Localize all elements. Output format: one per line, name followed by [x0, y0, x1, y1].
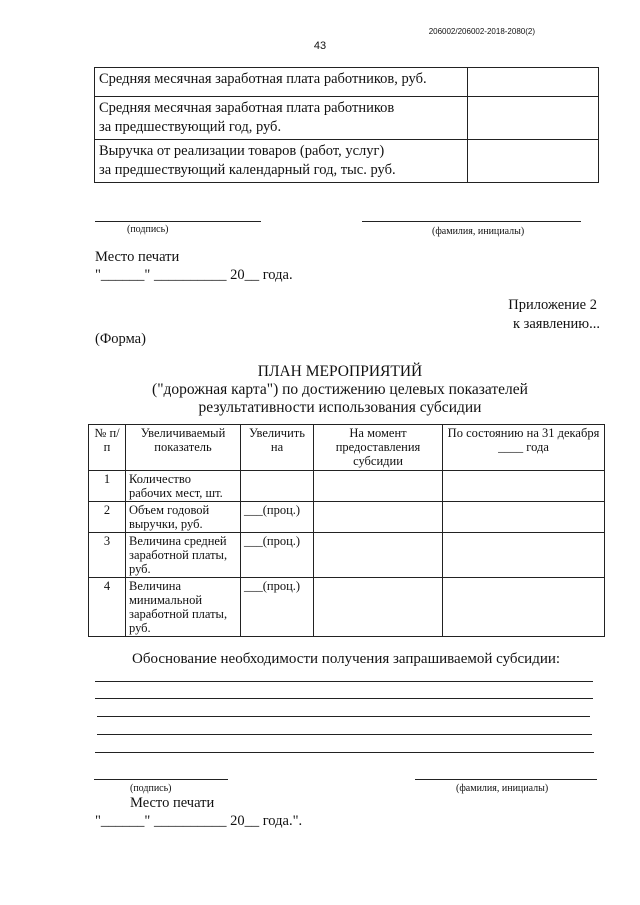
indicator-cell: Величина средней заработной платы, руб. [126, 533, 241, 578]
date-line: "______" __________ 20__ года.". [95, 813, 303, 829]
table-row [95, 68, 599, 97]
writing-line [97, 716, 590, 717]
column-header: По состоянию на 31 декабря ____ года [443, 425, 605, 471]
row-label-line: Средняя месячная заработная плата работников [99, 100, 395, 116]
plan-subtitle: ("дорожная карта") по достижению целевых показателей [152, 381, 528, 398]
row-label-line: за предшествующий календарный год, тыс. руб. [99, 162, 396, 178]
initial-value-cell [314, 578, 443, 637]
writing-line [95, 681, 593, 682]
page-number: 43 [313, 40, 327, 52]
roadmap-table [88, 424, 605, 637]
column-header: № п/п [89, 425, 126, 471]
name-line [415, 779, 597, 780]
increase-cell: ___(проц.) [241, 533, 314, 578]
indicator-cell: Величина минимальной заработной платы, руб. [126, 578, 241, 637]
salary-revenue-table [94, 67, 599, 183]
initial-value-cell [314, 471, 443, 502]
row-number: 3 [89, 533, 126, 578]
table-row [89, 578, 605, 637]
name-caption: (фамилия, инициалы) [456, 783, 549, 794]
appendix-subtitle: к заявлению... [512, 316, 600, 332]
writing-line [97, 734, 592, 735]
indicator-cell: Объем годовой выручки, руб. [126, 502, 241, 533]
table-cell-value [468, 140, 599, 183]
row-label-line: за предшествующий год, руб. [99, 119, 282, 135]
writing-line [95, 698, 593, 699]
row-number: 2 [89, 502, 126, 533]
table-row [89, 502, 605, 533]
row-number: 4 [89, 578, 126, 637]
increase-cell [241, 471, 314, 502]
name-caption: (фамилия, инициалы) [432, 226, 525, 237]
target-value-cell [443, 578, 605, 637]
signature-caption: (подпись) [130, 783, 172, 794]
form-label: (Форма) [95, 331, 146, 347]
row-label-line: Выручка от реализации товаров (работ, услуг) [99, 143, 385, 159]
target-value-cell [443, 502, 605, 533]
justification-label: Обоснование необходимости получения запрашиваемой субсидии: [132, 651, 561, 667]
target-value-cell [443, 533, 605, 578]
table-row [89, 533, 605, 578]
stamp-label: Место печати [130, 795, 215, 811]
signature-caption: (подпись) [127, 224, 169, 235]
table-cell-value [468, 97, 599, 140]
signature-line [94, 779, 228, 780]
indicator-cell: Количество рабочих мест, шт. [126, 471, 241, 502]
table-header-row [89, 425, 605, 471]
stamp-label: Место печати [95, 249, 180, 265]
table-cell-label [95, 68, 468, 97]
table-row [95, 140, 599, 183]
target-value-cell [443, 471, 605, 502]
column-header: На момент предоставления субсидии [314, 425, 443, 471]
column-header: Увеличить на [241, 425, 314, 471]
increase-cell: ___(проц.) [241, 578, 314, 637]
name-line [362, 221, 581, 222]
row-number: 1 [89, 471, 126, 502]
row-label-line: Средняя месячная заработная плата работников, руб. [99, 71, 427, 87]
initial-value-cell [314, 502, 443, 533]
appendix-title: Приложение 2 [508, 297, 597, 313]
table-cell-value [468, 68, 599, 97]
initial-value-cell [314, 533, 443, 578]
writing-line [95, 752, 594, 753]
plan-subtitle: результативности использования субсидии [198, 399, 482, 416]
date-line: "______" __________ 20__ года. [95, 267, 293, 283]
table-row [95, 97, 599, 140]
table-cell-label [95, 140, 468, 183]
document-id: 206002/206002-2018-2080(2) [428, 27, 535, 36]
signature-line [95, 221, 261, 222]
increase-cell: ___(проц.) [241, 502, 314, 533]
plan-title: ПЛАН МЕРОПРИЯТИЙ [257, 363, 423, 380]
table-cell-label [95, 97, 468, 140]
table-row [89, 471, 605, 502]
column-header: Увеличиваемый показатель [126, 425, 241, 471]
